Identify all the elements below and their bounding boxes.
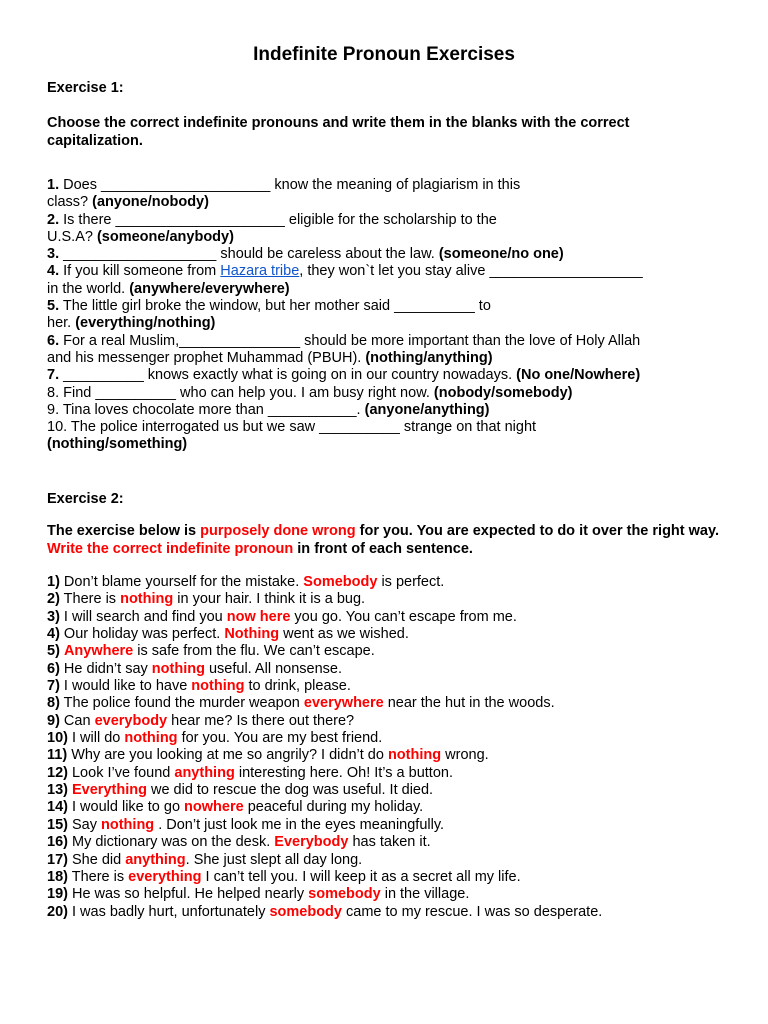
answer-options: (everything/nothing): [75, 315, 216, 332]
sentence-text: came to my rescue. I was so desperate.: [341, 903, 603, 920]
exercise-1-list: [47, 177, 727, 454]
wrong-pronoun: Anywhere: [63, 643, 134, 660]
exercise-2-item: [47, 799, 727, 816]
answer-options: (No one/Nowhere): [516, 367, 641, 384]
item-number: 11): [47, 747, 68, 764]
item-number: 13): [47, 782, 68, 799]
exercise-2-item: [47, 661, 727, 678]
exercise-2-item: [47, 886, 727, 903]
wrong-pronoun: anything: [174, 764, 235, 781]
sentence-text: to drink, please.: [244, 678, 351, 695]
exercise-2-item: [47, 591, 727, 608]
sentence-text: The police found the murder weapon: [59, 695, 304, 712]
exercise-1-item-6: 6. For a real Muslim,_______________ should be more important than the love of Holy Allah: [47, 332, 641, 349]
item-number: 17): [47, 851, 68, 868]
exercise-2-item: [47, 817, 727, 834]
exercise-2-item: [47, 782, 727, 799]
item-number: 8): [47, 695, 60, 712]
exercise-2-item: [47, 852, 727, 869]
wrong-pronoun: nowhere: [184, 799, 244, 816]
wrong-pronoun: everybody: [94, 712, 168, 729]
exercise-2-instruction: The exercise below is purposely done wrong for you. You are expected to do it over the right way. Write the correct indefinite pronoun in front of each sentence.: [47, 523, 719, 557]
wrong-pronoun: somebody: [269, 903, 342, 920]
exercise-2-item: [47, 626, 727, 643]
exercise-2-item: [47, 609, 727, 626]
sentence-text: I will do: [67, 730, 125, 747]
sentence-text: There is: [59, 591, 121, 608]
sentence-text: Why are you looking at me so angrily? I didn’t do: [67, 747, 388, 764]
exercise-2-item: [47, 904, 727, 921]
exercise-1-item-4-cont: in the world. (anywhere/everywhere): [47, 280, 290, 297]
sentence-text: Can: [59, 712, 95, 729]
exercise-2-item: [47, 869, 727, 886]
wrong-pronoun: nothing: [101, 816, 155, 833]
sentence-text: hear me? Is there out there?: [167, 712, 355, 729]
sentence-text: is perfect.: [377, 574, 445, 590]
exercise-1-heading: Exercise 1:: [47, 80, 124, 96]
item-number: 14): [47, 799, 68, 816]
exercise-1-item-2: 2. Is there _____________________ eligible for the scholarship to the: [47, 211, 497, 228]
sentence-text: interesting here. Oh! It’s a button.: [234, 764, 453, 781]
answer-options: (anyone/anything): [364, 401, 490, 418]
page-title: Indefinite Pronoun Exercises: [253, 44, 515, 65]
wrong-pronoun: nothing: [124, 730, 178, 747]
sentence-text: Our holiday was perfect.: [59, 626, 225, 643]
sentence-text: has taken it.: [348, 834, 431, 851]
sentence-text: wrong.: [441, 747, 489, 764]
answer-options: (anyone/nobody): [92, 194, 209, 211]
exercise-1-item-9: 9. Tina loves chocolate more than ___________. (anyone/anything): [47, 401, 490, 418]
item-number: 5): [47, 643, 60, 660]
sentence-text: in the village.: [380, 886, 470, 903]
exercise-2-item: [47, 765, 727, 782]
answer-options: (nobody/somebody): [433, 384, 573, 401]
sentence-text: Don’t blame yourself for the mistake.: [59, 574, 304, 590]
exercise-1-instruction: Choose the correct indefinite pronouns and write them in the blanks with the correct capitalization.: [47, 115, 630, 149]
sentence-text: I will search and find you: [59, 608, 227, 625]
item-number: 20): [47, 903, 68, 920]
wrong-pronoun: nothing: [191, 678, 245, 695]
sentence-text: I would like to have: [59, 678, 192, 695]
sentence-text: in your hair. I think it is a bug.: [173, 591, 366, 608]
sentence-text: He was so helpful. He helped nearly: [67, 886, 309, 903]
answer-options: (nothing/anything): [365, 349, 493, 366]
wrong-pronoun: everything: [128, 868, 202, 885]
exercise-1-item-1: 1. Does _____________________ know the meaning of plagiarism in this: [47, 177, 521, 193]
sentence-text: . Don’t just look me in the eyes meaningfully.: [154, 816, 445, 833]
sentence-text: for you. You are my best friend.: [177, 730, 383, 747]
sentence-text: I would like to go: [67, 799, 185, 816]
wrong-pronoun: Somebody: [303, 574, 378, 590]
item-number: 19): [47, 886, 68, 903]
exercise-1-item-3: 3. ___________________ should be careless about the law. (someone/no one): [47, 246, 564, 263]
exercise-2-item: [47, 747, 727, 764]
item-number: 7): [47, 678, 60, 695]
sentence-text: you go. You can’t escape from me.: [290, 608, 517, 625]
wrong-pronoun: everywhere: [303, 695, 384, 712]
item-number: 1): [47, 574, 60, 590]
item-number: 9): [47, 712, 60, 729]
wrong-pronoun: nothing: [387, 747, 442, 764]
wrong-pronoun: anything: [125, 851, 186, 868]
hazara-tribe-link[interactable]: Hazara tribe: [220, 263, 300, 280]
exercise-1-item-10: 10. The police interrogated us but we saw __________ strange on that night: [47, 419, 537, 436]
sentence-text: is safe from the flu. We can’t escape.: [133, 643, 375, 660]
exercise-2-item: [47, 730, 727, 747]
exercise-1-item-4: 4. If you kill someone from Hazara tribe, they won`t let you stay alive ___________________: [47, 263, 643, 280]
exercise-1-item-5-cont: her. (everything/nothing): [47, 315, 216, 332]
exercise-1-item-10-cont: [47, 436, 727, 453]
wrong-pronoun: nothing: [120, 591, 174, 608]
item-number: 18): [47, 868, 68, 885]
exercise-1-item-2-cont: U.S.A? (someone/anybody): [47, 228, 234, 245]
exercise-2-heading: Exercise 2:: [47, 491, 124, 507]
sentence-text: we did to rescue the dog was useful. It died.: [146, 782, 434, 799]
sentence-text: My dictionary was on the desk.: [67, 834, 275, 851]
wrong-pronoun: somebody: [308, 886, 381, 903]
item-number: 6): [47, 660, 60, 677]
wrong-pronoun: Everybody: [274, 834, 349, 851]
exercise-2-list: [47, 574, 727, 921]
exercise-1-item-8: 8. Find __________ who can help you. I am busy right now. (nobody/somebody): [47, 384, 573, 401]
exercise-2-item: [47, 643, 727, 660]
item-number: 16): [47, 834, 68, 851]
exercise-2-item: [47, 834, 727, 851]
answer-options: (anywhere/everywhere): [129, 280, 290, 297]
exercise-1-item-1-cont: class? (anyone/nobody): [47, 194, 209, 211]
wrong-pronoun: Everything: [72, 782, 147, 799]
item-number: 3): [47, 608, 60, 625]
item-number: 2): [47, 591, 60, 608]
sentence-text: I was badly hurt, unfortunately: [67, 903, 270, 920]
item-number: 10): [47, 730, 68, 747]
sentence-text: I can’t tell you. I will keep it as a secret all my life.: [201, 868, 521, 885]
answer-options: (someone/anybody): [96, 228, 234, 245]
wrong-pronoun: Nothing: [224, 626, 280, 643]
item-number: 4): [47, 626, 60, 643]
answer-options: (nothing/something): [47, 436, 188, 453]
sentence-text: went as we wished.: [279, 626, 409, 643]
sentence-text: There is: [67, 868, 129, 885]
item-number: 15): [47, 816, 68, 833]
sentence-text: . She just slept all day long.: [185, 851, 363, 868]
sentence-text: He didn’t say: [59, 660, 152, 677]
wrong-pronoun: now here: [226, 608, 291, 625]
exercise-1-item-5: 5. The little girl broke the window, but her mother said __________ to: [47, 298, 491, 315]
sentence-text: She did: [67, 851, 126, 868]
item-number: 12): [47, 764, 68, 781]
exercise-2-item: [47, 574, 727, 591]
sentence-text: Say: [67, 816, 102, 833]
exercise-1-item-6-cont: and his messenger prophet Muhammad (PBUH). (nothing/anything): [47, 349, 493, 366]
exercise-2-item: [47, 695, 727, 712]
sentence-text: near the hut in the woods.: [383, 695, 555, 712]
wrong-pronoun: nothing: [151, 660, 205, 677]
exercise-1-item-7: 7. __________ knows exactly what is going on in our country nowadays. (No one/Nowhere): [47, 367, 641, 384]
sentence-text: Look I’ve found: [67, 764, 175, 781]
exercise-2-item: [47, 678, 727, 695]
answer-options: (someone/no one): [438, 246, 564, 263]
sentence-text: useful. All nonsense.: [204, 660, 342, 677]
sentence-text: peaceful during my holiday.: [243, 799, 424, 816]
exercise-2-item: [47, 713, 727, 730]
